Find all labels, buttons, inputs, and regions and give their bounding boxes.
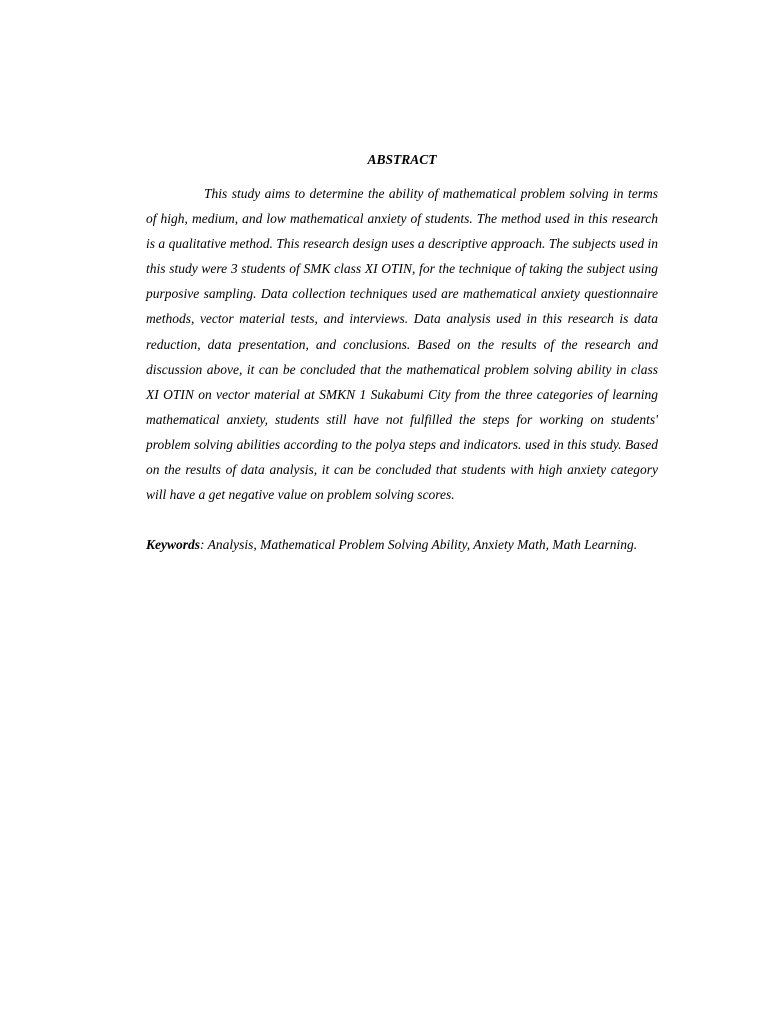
abstract-body: This study aims to determine the ability of mathematical problem solving in terms of high, medium, and low mathematical anxiety of students. The method used in this research is a qualitative method. This research design uses a descriptive approach. The subjects used in this study were 3 students of SMK class XI OTIN, for the technique of taking the subject using purposive sampling. Data collection techniques used are mathematical anxiety questionnaire methods, vector material tests, and interviews. Data analysis used in this research is data reduction, data presentation, and conclusions. Based on the results of the research and discussion above, it can be concluded that the mathematical problem solving ability in class XI OTIN on vector material at SMKN 1 Sukabumi City from the three categories of learning mathematical anxiety, students still have not fulfilled the steps for working on students' problem solving abilities according to the polya steps and indicators. used in this study. Based on the results of data analysis, it can be concluded that students with high anxiety category will have a get negative value on problem solving scores. — [146, 186, 658, 503]
keywords-label: Keywords — [146, 537, 200, 553]
abstract-title: ABSTRACT — [367, 152, 437, 167]
abstract-page — [146, 152, 658, 558]
keywords-paragraph — [146, 532, 658, 557]
keywords-text: : Analysis, Mathematical Problem Solving Ability, Anxiety Math, Math Learning. — [200, 537, 638, 553]
